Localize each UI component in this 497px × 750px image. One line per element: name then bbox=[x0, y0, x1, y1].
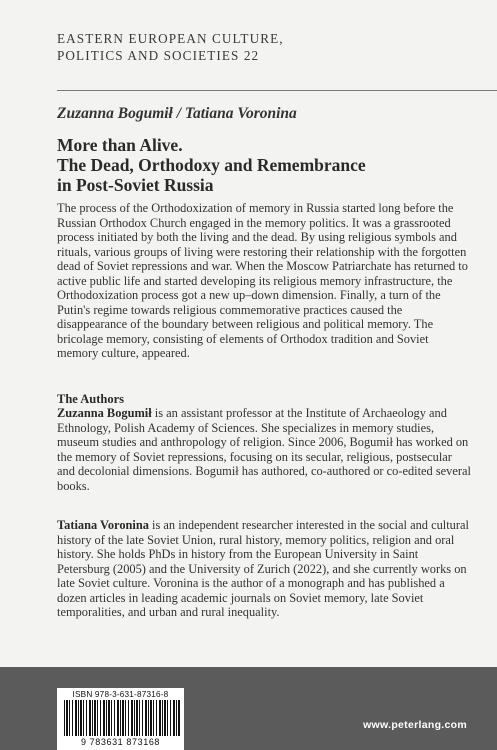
book-title-line-3: in Post-Soviet Russia bbox=[57, 175, 214, 195]
publisher-website: www.peterlang.com bbox=[363, 719, 467, 731]
series-line-2: POLITICS AND SOCIETIES 22 bbox=[57, 48, 260, 63]
isbn-barcode bbox=[57, 688, 184, 750]
series-line-1: EASTERN EUROPEAN CULTURE, bbox=[57, 31, 284, 46]
series-title bbox=[57, 30, 284, 64]
book-authors: Zuzanna Bogumił / Tatiana Voronina bbox=[57, 105, 297, 122]
book-title bbox=[57, 135, 477, 195]
author-bio-bogumil bbox=[57, 406, 472, 493]
abstract-text: The process of the Orthodoxization of memory in Russia started long before the Russian Orthodox Church engaged in the memory politics. It was a grassrooted process initiated by both the living and the dead. By using religious symbols and rituals, various groups of living were restoring their relationship with the forgotten dead of Soviet repressions and war. When the Moscow Patriarchate has returned to active public life and started developing its religious memory infrastructure, the Orthodoxization process got a new up–down dimension. Finally, a turn of the Putin's regime towards religious commemorative practices caused the disappearance of the boundary between religious and political memory. The bricolage memory, consisting of elements of Orthodox tradition and Soviet memory culture, appeared. bbox=[57, 201, 468, 360]
author-bio-voronina bbox=[57, 518, 472, 620]
author-name-bogumil: Zuzanna Bogumił bbox=[57, 406, 152, 420]
barcode-icon bbox=[64, 700, 180, 736]
book-title-line-1: More than Alive. bbox=[57, 135, 183, 155]
divider bbox=[57, 90, 497, 91]
barcode-digits: 9 783631 873168 bbox=[80, 737, 161, 747]
author-bio-text: is an assistant professor at the Institute of Archaeology and Ethnology, Polish Academy of Sciences. She specializes in memory studies, museum studies and anthropology of religion. Since 2006, Bogumił has worked on the memory of Soviet repressions, focusing on its secular, religious, postsecular and decolonial dimensions. Bogumił has authored, co-authored or co-edited several books. bbox=[57, 406, 471, 493]
author-bio-text: is an independent researcher interested in the social and cultural history of the late Soviet Union, rural history, memory politics, religion and oral history. She holds PhDs in history from the European University in Saint Petersburg (2005) and the University of Zurich (2022), and she currently works on late Soviet culture. Voronina is the author of a monograph and has published a dozen articles in leading academic journals on Soviet memory, late Soviet temporalities, and urban and rural inequality. bbox=[57, 518, 469, 619]
authors-heading: The Authors bbox=[57, 392, 125, 406]
author-name-voronina: Tatiana Voronina bbox=[57, 518, 149, 532]
isbn-label: ISBN 978-3-631-87316-8 bbox=[72, 690, 169, 699]
book-title-line-2: The Dead, Orthodoxy and Remembrance bbox=[57, 155, 366, 175]
